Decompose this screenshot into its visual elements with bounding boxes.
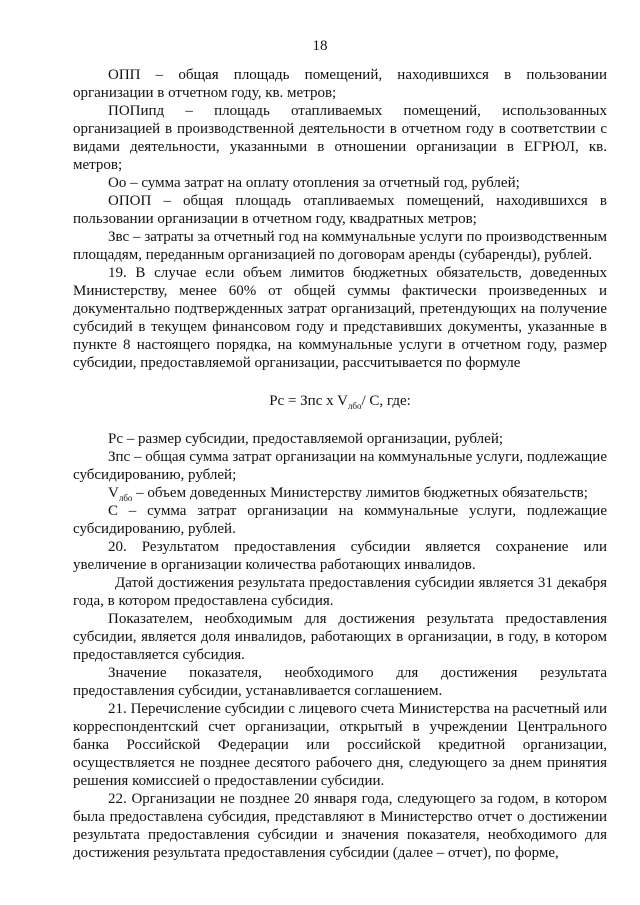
paragraph-indicator-value: Значение показателя, необходимого для достижения результата предоставления субсидии, устанавливается соглашением.: [73, 665, 607, 699]
paragraph-zvs: Звс – затраты за отчетный год на коммунальные услуги по производственным площадям, переданным организацией по договорам аренды (субаренды), рублей.: [73, 229, 607, 263]
paragraph-indicator: Показателем, необходимым для достижения результата предоставления субсидии, является доля инвалидов, работающих в организации, в году, в котором предоставляется субсидия.: [73, 611, 607, 663]
vlbo-symbol: V: [108, 485, 119, 501]
paragraph-20: 20. Результатом предоставления субсидии является сохранение или увеличение в организации количества работающих инвалидов.: [73, 539, 607, 573]
page-number: 18: [312, 38, 328, 54]
paragraph-19: 19. В случае если объем лимитов бюджетных обязательств, доведенных Министерству, менее 60% от общей суммы фактически произведенных и документально подтвержденных затрат организаций, претендующих на получение субсидий в текущем финансовом году и представивших документы, указанные в пункте 8 настоящего порядка, на коммунальные услуги в отчетном году, размер субсидии, предоставляемой организации, рассчитывается по формуле: [73, 265, 607, 371]
formula-prefix: Рс = Зпс x V: [269, 393, 348, 409]
document-body: [73, 66, 607, 862]
definition-rs: Рс – размер субсидии, предоставляемой организации, рублей;: [108, 431, 504, 447]
definition-s: С – сумма затрат организации на коммунальные услуги, подлежащие субсидированию, рублей.: [73, 503, 607, 537]
paragraph-opp: ОПП – общая площадь помещений, находившихся в пользовании организации в отчетном году, кв. метров;: [73, 67, 607, 101]
paragraph-popipd: ПОПипд – площадь отапливаемых помещений, использованных организацией в производственной деятельности в отчетном году в соответствии с видами деятельности, указанными в отношении организации в ЕГРЮЛ, кв. метров;: [73, 103, 607, 173]
vlbo-text: – объем доведенных Министерству лимитов бюджетных обязательств;: [132, 485, 588, 501]
paragraph-opop: ОПОП – общая площадь отапливаемых помещений, находившихся в пользовании организации в отчетном году, квадратных метров;: [73, 193, 607, 227]
definition-vlbo: [73, 484, 607, 502]
paragraph-22: 22. Организации не позднее 20 января года, следующего за годом, в котором была предоставлена субсидия, представляют в Министерство отчет о достижении результата предоставления субсидии и значения показателя, необходимого для достижения результата предоставления субсидии (далее – отчет), по форме,: [73, 791, 607, 861]
paragraph-oo: Оо – сумма затрат на оплату отопления за отчетный год, рублей;: [108, 175, 520, 191]
vlbo-subscript: лбо: [118, 493, 133, 503]
paragraph-21: 21. Перечисление субсидии с лицевого счета Министерства на расчетный или корреспондентский счет организации, открытый в учреждении Центрального банка Российской Федерации или российской кредитной организации, осуществляется не позднее десятого рабочего дня, следующего за днем принятия решения комиссией о предоставлении субсидии.: [73, 701, 607, 789]
paragraph-date-result: Датой достижения результата предоставления субсидии является 31 декабря года, в котором предоставлена субсидия.: [73, 575, 607, 609]
formula: [73, 392, 607, 410]
formula-subscript: лбо: [347, 401, 362, 411]
definition-zps: Зпс – общая сумма затрат организации на коммунальные услуги, подлежащие субсидированию, рублей;: [73, 449, 607, 483]
formula-suffix: / С, где:: [361, 393, 411, 409]
